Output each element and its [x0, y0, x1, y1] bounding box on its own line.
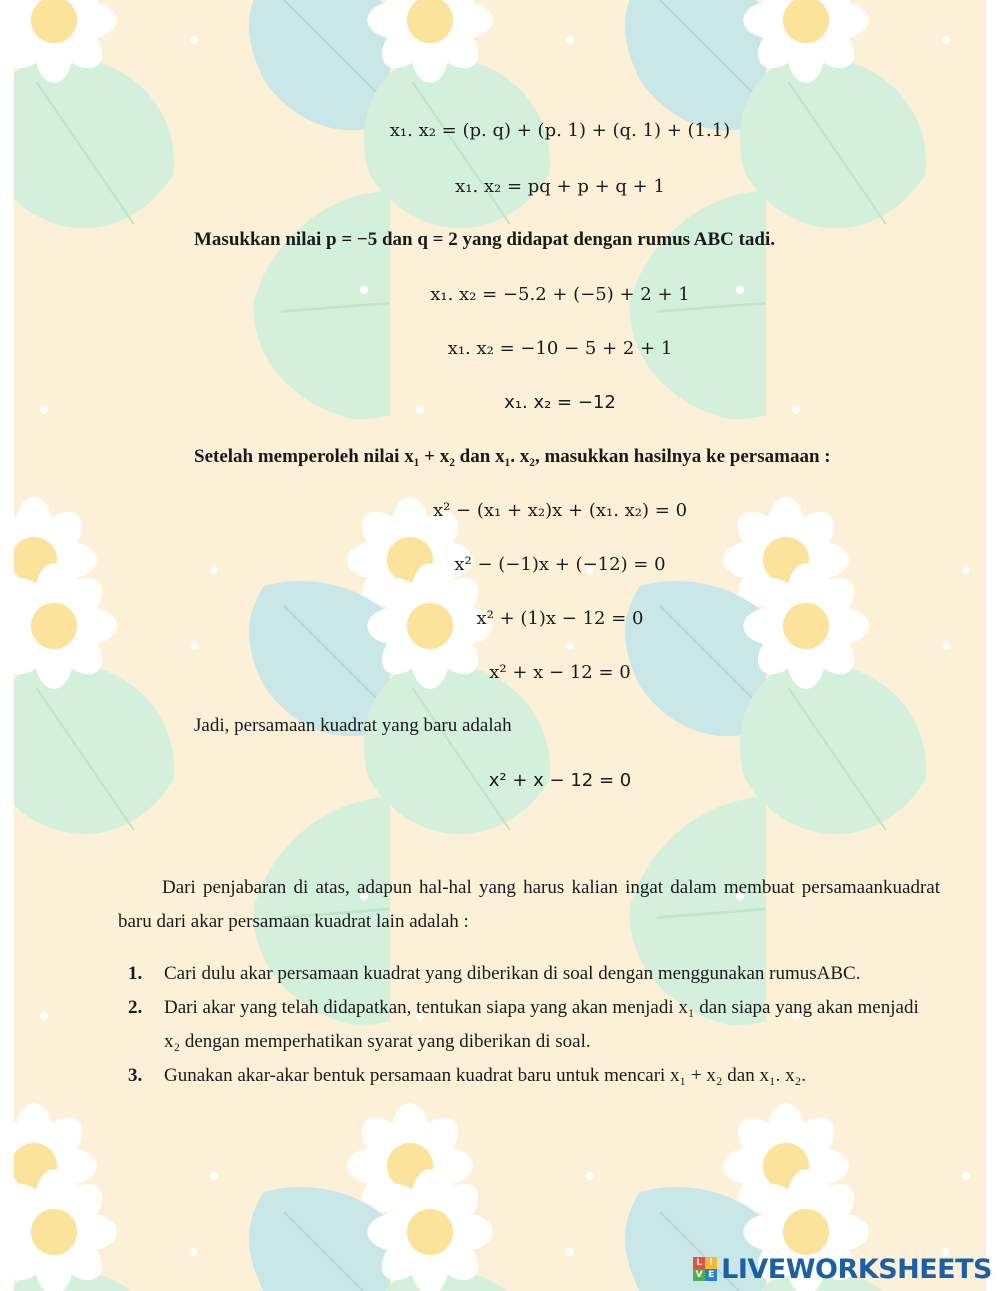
- conclusion-intro: Jadi, persamaan kuadrat yang baru adalah: [194, 715, 512, 736]
- instruction-insert-results: Setelah memperoleh nilai x₁ + x₂ dan x₁. x₂, masukkan hasilnya ke persamaan :: [194, 446, 831, 467]
- list-item-number: 2.: [128, 997, 143, 1018]
- liveworksheets-logo-icon: [693, 1257, 717, 1281]
- equation-substituted-form: x² − (−1)x + (−12) = 0: [454, 554, 666, 575]
- logo-letter: E: [705, 1269, 717, 1281]
- list-item-text: Dari akar yang telah didapatkan, tentukan siapa yang akan menjadi x₁ dan siapa yang akan menjadi x₂ dengan memperhatikan syarat yang diberikan di soal.: [164, 997, 919, 1052]
- equation-conclusion: x² + x − 12 = 0: [488, 770, 632, 791]
- equation-final-form: x² + x − 12 = 0: [489, 662, 631, 683]
- equation-substitution: x₁. x₂ = −5.2 + (−5) + 2 + 1: [430, 284, 690, 305]
- equation-substitution-step: x₁. x₂ = −10 − 5 + 2 + 1: [447, 338, 673, 359]
- logo-letter: L: [693, 1257, 705, 1269]
- list-item: [128, 957, 928, 991]
- steps-list: [128, 957, 928, 1093]
- liveworksheets-logo[interactable]: [693, 1253, 992, 1285]
- summary-paragraph-text: Dari penjabaran di atas, adapun hal-hal yang harus kalian ingat dalam membuat persamaankuadrat baru dari akar persamaan kuadrat lain adalah :: [118, 877, 940, 932]
- logo-letter: I: [705, 1257, 717, 1269]
- summary-paragraph: [118, 871, 940, 939]
- list-item: [128, 1059, 928, 1093]
- list-item-number: 1.: [128, 963, 143, 984]
- equation-simplified-form: x² + (1)x − 12 = 0: [476, 608, 644, 629]
- liveworksheets-logo-text: LIVEWORKSHEETS: [721, 1253, 992, 1285]
- equation-product-result: x₁. x₂ = −12: [504, 392, 616, 413]
- list-item-number: 3.: [128, 1065, 143, 1086]
- logo-letter: V: [693, 1269, 705, 1281]
- list-item-text: Cari dulu akar persamaan kuadrat yang diberikan di soal dengan menggunakan rumusABC.: [164, 963, 861, 984]
- equation-general-form: x² − (x₁ + x₂)x + (x₁. x₂) = 0: [432, 500, 688, 521]
- list-item-text: Gunakan akar-akar bentuk persamaan kuadrat baru untuk mencari x₁ + x₂ dan x₁. x₂.: [164, 1065, 806, 1086]
- instruction-substitute-values: Masukkan nilai p = −5 dan q = 2 yang didapat dengan rumus ABC tadi.: [194, 229, 776, 250]
- list-item: [128, 991, 928, 1059]
- equation-product-simplified: x₁. x₂ = pq + p + q + 1: [455, 176, 665, 197]
- equation-product-expansion: x₁. x₂ = (p. q) + (p. 1) + (q. 1) + (1.1): [389, 120, 731, 141]
